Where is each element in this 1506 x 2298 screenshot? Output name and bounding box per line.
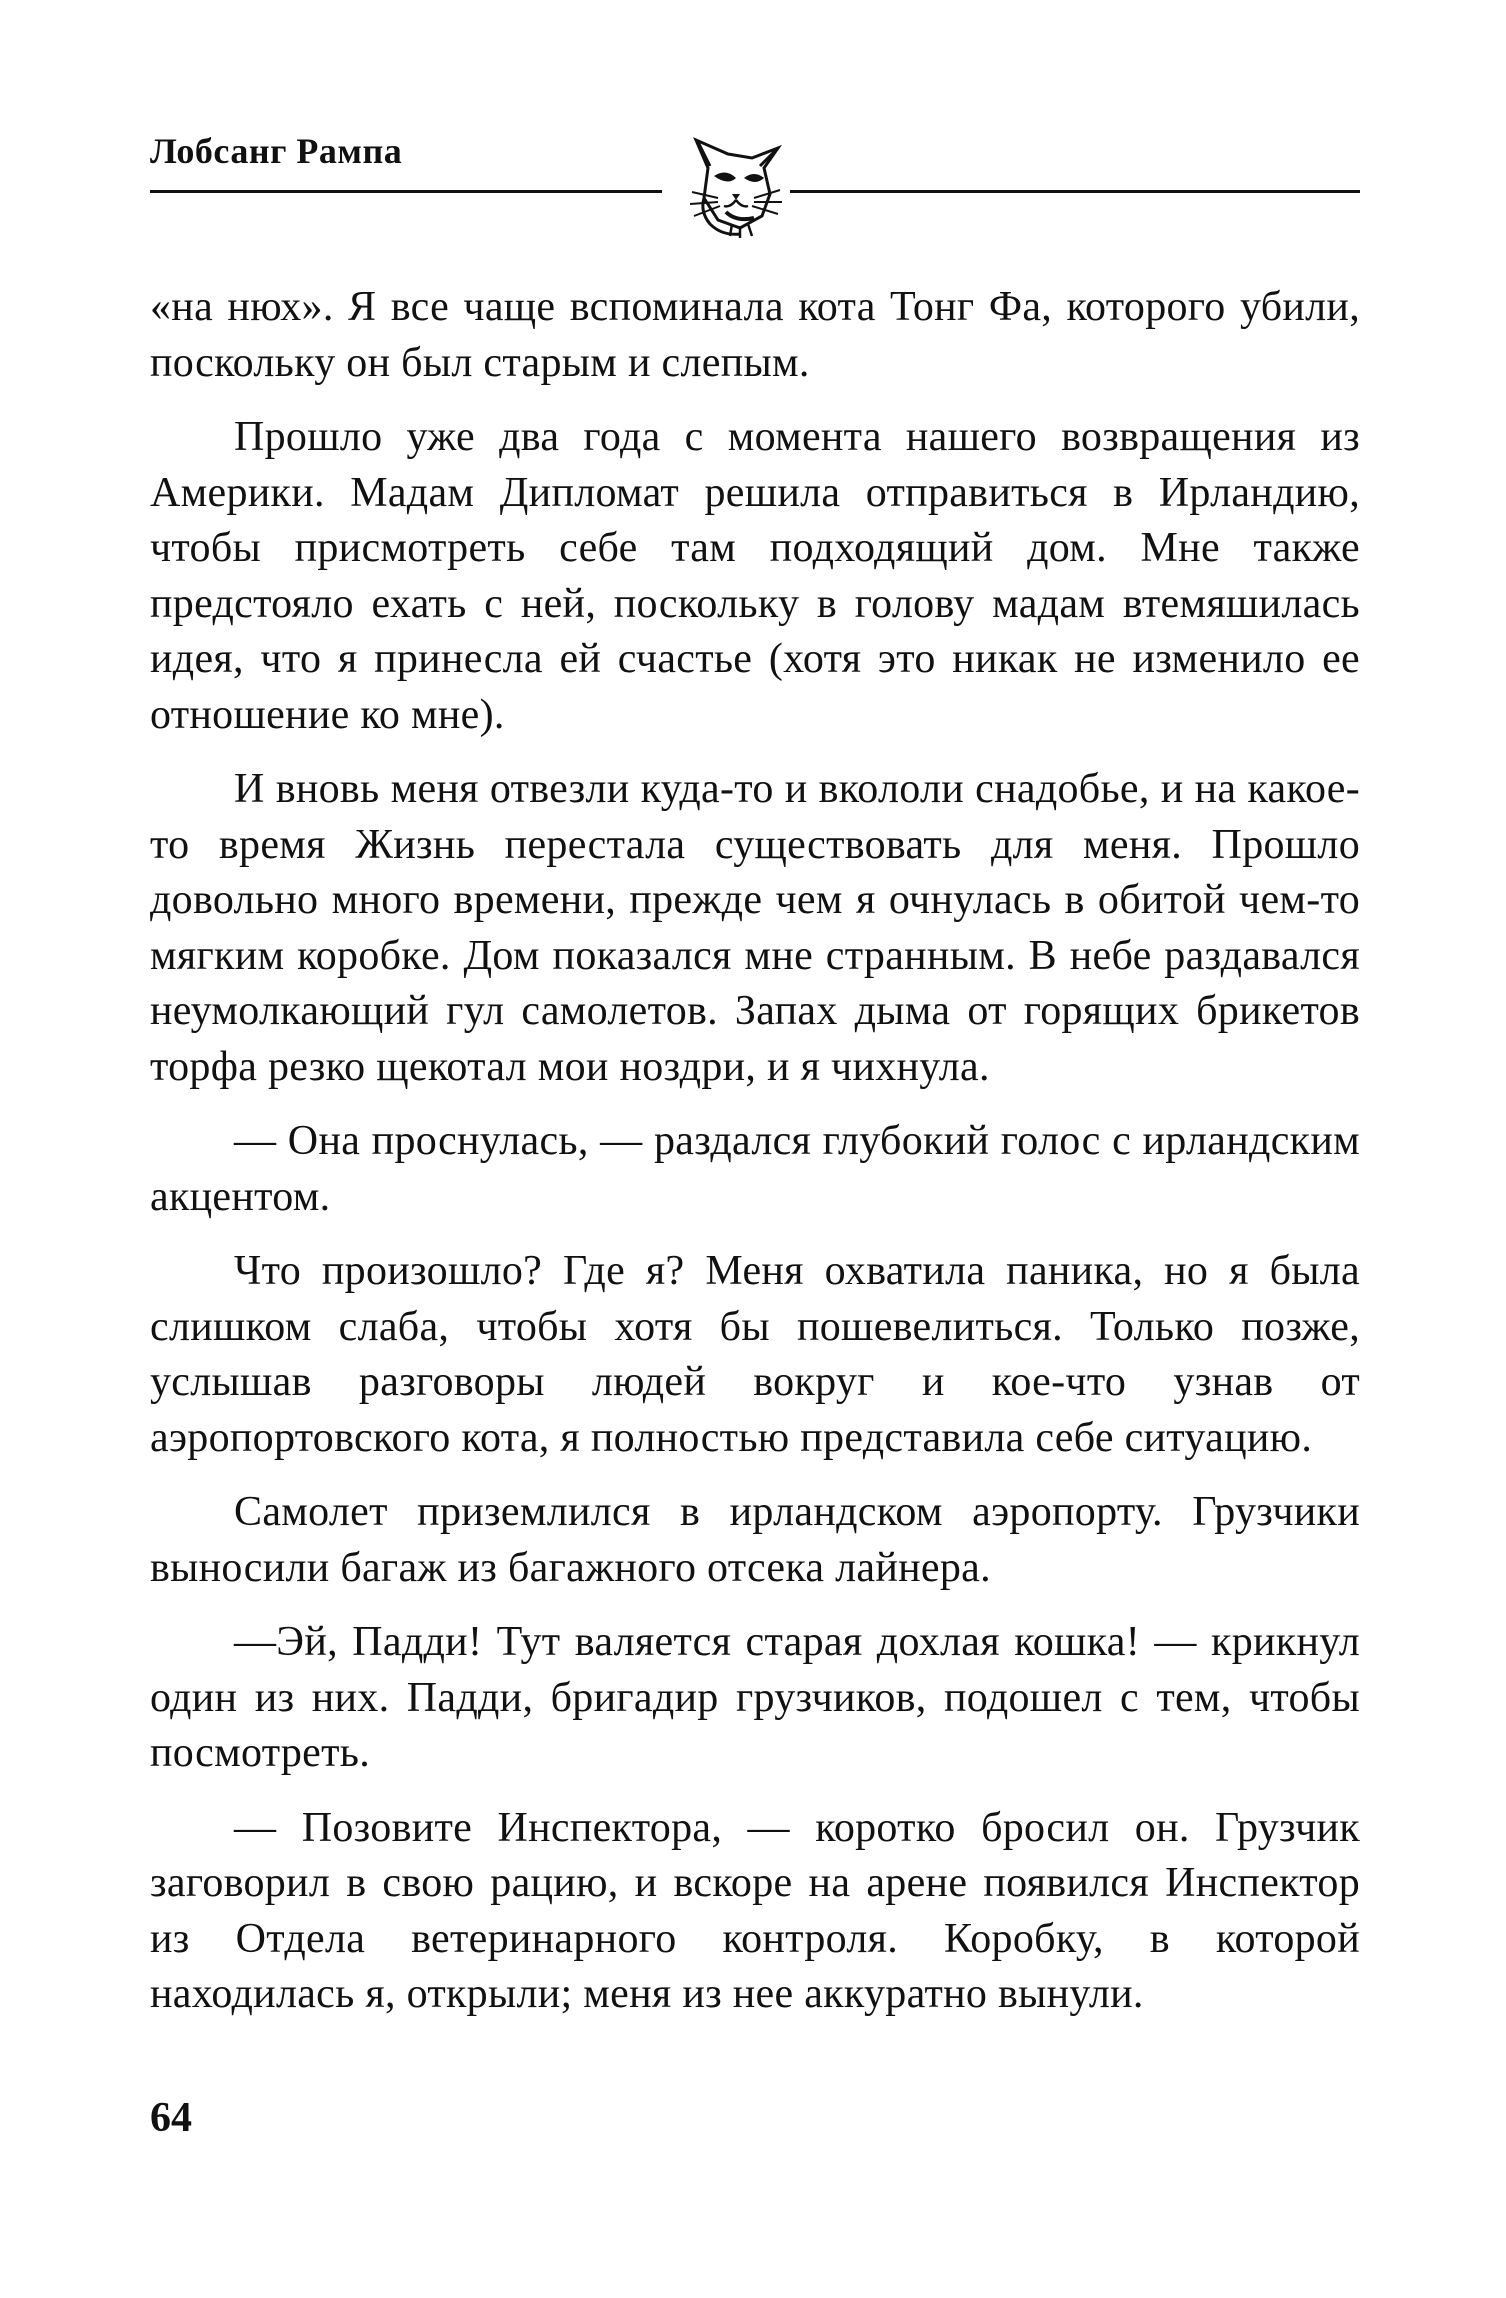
paragraph: Самолет приземлился в ирландском аэропорту. Грузчики выносили багаж из багажного отсека лайнера. — [150, 1489, 1360, 1591]
running-header — [150, 128, 1360, 248]
cat-head-icon — [674, 128, 784, 240]
paragraph: — Она проснулась, — раздался глубокий голос с ирландским акцентом. — [150, 1118, 1360, 1220]
running-header-author: Лобсанг Рампа — [150, 131, 403, 171]
page-number: 64 — [150, 2095, 192, 2141]
page-body — [150, 280, 1360, 2042]
paragraph: И вновь меня отвезли куда-то и вкололи снадобье, и на какое-то время Жизнь перестала существовать для меня. Прошло довольно много времени, прежде чем я очнулась в обитой чем-то мягким коробке. Дом показался мне странным. В небе раздавался неумолкающий гул самолетов. Запах дыма от горящих брикетов торфа резко щекотал мои ноздри, и я чихнула. — [150, 766, 1360, 1090]
paragraph: —Эй, Падди! Тут валяется старая дохлая кошка! — крикнул один из них. Падди, бригадир грузчиков, подошел с тем, чтобы посмотреть. — [150, 1619, 1360, 1776]
header-rule-left — [150, 190, 662, 193]
paragraph: Что произошло? Где я? Меня охватила паника, но я была слишком слаба, чтобы хотя бы пошевелиться. Только позже, услышав разговоры людей вокруг и кое-что узнав от аэропортовского кота, я полностью представила себе ситуацию. — [150, 1248, 1360, 1461]
paragraph: «на нюх». Я все чаще вспоминала кота Тонг Фа, которого убили, поскольку он был старым и слепым. — [150, 284, 1360, 386]
paragraph: Прошло уже два года с момента нашего возвращения из Америки. Мадам Дипломат решила отправиться в Ирландию, чтобы присмотреть себе там подходящий дом. Мне также предстояло ехать с ней, поскольку в голову мадам втемяшилась идея, что я принесла ей счастье (хотя это никак не изменило ее отношение ко мне). — [150, 414, 1360, 738]
header-rule-right — [790, 190, 1360, 193]
paragraph: — Позовите Инспектора, — коротко бросил он. Грузчик заговорил в свою рацию, и вскоре на арене появился Инспектор из Отдела ветеринарного контроля. Коробку, в которой находилась я, открыли; меня из нее аккуратно вынули. — [150, 1804, 1360, 2017]
